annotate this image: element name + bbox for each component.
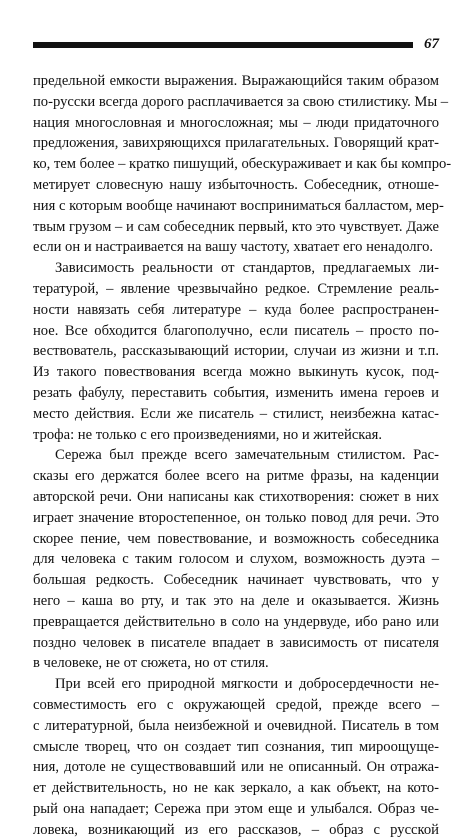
text-line: скорее пение, чем повествование, и возможность собеседника [33, 530, 439, 547]
text-line: для человека с таким голосом и слухом, возможность дуэта – [33, 551, 439, 568]
paragraph-1 [33, 71, 452, 258]
paragraph-2 [33, 258, 439, 445]
text-line: ное. Все обходится благополучно, если писатель – просто по- [33, 322, 439, 339]
text-line: в человеке, не от сюжета, но от стиля. [33, 655, 269, 672]
text-line: нация многословная и многосложная; мы – люди придаточного [33, 114, 439, 131]
text-line: вествователь, рассказывающий истории, случаи из жизни и т.п. [33, 343, 439, 360]
text-line: ности навязать себя литературе – куда более распространен- [33, 301, 439, 318]
text-line: если он и настраивается на вашу частоту, хватает его ненадолго. [33, 239, 434, 256]
text-line: превращается действительно в соло на ундервуде, ибо рано или [33, 613, 439, 630]
text-line: ловека, возникающий из его рассказов, – образ с русской [33, 821, 439, 838]
text-line: ет действительность, но не как зеркало, а как объект, на кото- [33, 780, 439, 797]
text-line: Из такого повествования всегда можно выкинуть кусок, под- [33, 364, 439, 381]
text-line: поздно человек в писателе впадает в зависимость от писателя [33, 634, 439, 651]
text-line: твым грузом – и сам собеседник первый, кто это чувствует. Даже [33, 218, 439, 235]
text-line: предложения, завихряющихся прилагательных. Говорящий крат- [33, 135, 439, 152]
text-line: играет значение второстепенное, он только повод для речи. Это [33, 509, 439, 526]
text-line: совместимость его с окружающей средой, прежде всего – [33, 696, 439, 713]
text-line: рый она нападает; Сережа при этом еще и улыбался. Образ че- [33, 800, 439, 817]
page-number: 67 [424, 36, 439, 52]
text-line: При всей его природной мягкости и добросердечности не- [55, 676, 439, 693]
text-line: Зависимость реальности от стандартов, предлагаемых ли- [55, 260, 439, 277]
text-line: ко, тем более – кратко пишущий, обескураживает и как бы компро- [33, 156, 452, 173]
body-text [33, 71, 452, 840]
text-line: авторской речи. Они написаны как стихотворения: сюжет в них [33, 488, 439, 505]
text-line: смысле творец, что он создает тип сознания, тип мироощуще- [33, 738, 439, 755]
text-line: с литературной, была неизбежной и очевидной. Писатель в том [33, 717, 439, 734]
text-line: Сережа был прежде всего замечательным стилистом. Рас- [55, 447, 439, 464]
text-line: него – каша во рту, и так это на деле и оказывается. Жизнь [33, 592, 439, 609]
header-rule [33, 42, 413, 48]
text-line: сказы его держатся более всего на ритме фразы, на каденции [33, 468, 439, 485]
running-header [33, 38, 439, 52]
text-line: предельной емкости выражения. Выражающийся таким образом [33, 73, 439, 89]
paragraph-3 [33, 445, 439, 674]
text-line: резать фабулу, переставить события, изменить имена героев и [33, 384, 439, 401]
text-line: тературой, – явление чрезвычайно редкое. Стремление реаль- [33, 280, 439, 297]
paragraph-4 [33, 674, 439, 840]
text-line: ния, дотоле не существовавший или не описанный. Он отража- [33, 759, 439, 776]
text-line: трофа: не только с его произведениями, но и житейская. [33, 426, 383, 443]
text-line: ния с которым вообще начинают восприниматься балластом, мер- [33, 197, 444, 214]
text-line: по-русски всегда дорого расплачивается за свою стилистику. Мы – [33, 93, 449, 110]
text-line: место действия. Если же писатель – стилист, неизбежна катас- [33, 405, 439, 422]
text-line: большая редкость. Собеседник начинает чувствовать, что у [33, 572, 439, 589]
text-line: метирует словесную нашу избыточность. Собеседник, отноше- [33, 176, 439, 193]
